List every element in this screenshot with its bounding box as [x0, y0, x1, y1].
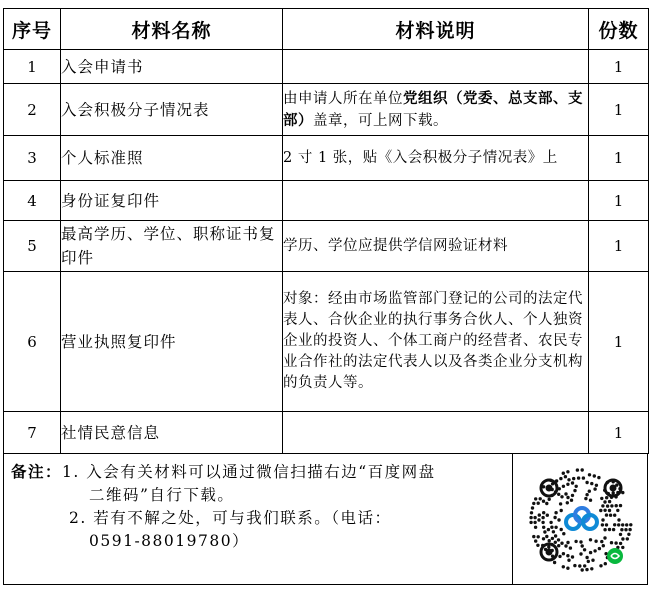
row-number: 3 [4, 136, 61, 181]
materials-table [3, 8, 649, 454]
qr-module [614, 541, 617, 544]
qr-module [617, 523, 620, 526]
qr-module [552, 530, 555, 533]
qr-module [560, 495, 563, 498]
qr-module [553, 561, 556, 564]
qr-module [599, 509, 602, 512]
qr-module [566, 541, 569, 544]
qr-module [558, 555, 561, 558]
qr-module [557, 518, 560, 521]
qr-module [600, 497, 603, 500]
qr-module [533, 516, 536, 519]
qr-module [589, 538, 592, 541]
header-no: 序号 [4, 9, 61, 50]
qr-module [613, 514, 616, 517]
qr-module [543, 530, 546, 533]
qr-module [557, 493, 560, 496]
qr-module [571, 494, 574, 497]
qr-module [553, 516, 556, 519]
qr-module [562, 485, 565, 488]
wechat-mini-program-icon [607, 548, 623, 564]
qr-module [601, 518, 604, 521]
qr-module [564, 492, 567, 495]
qr-module [584, 497, 587, 500]
qr-module [593, 549, 596, 552]
qr-module [542, 500, 545, 503]
qr-module [541, 516, 544, 519]
qr-module [585, 481, 588, 484]
qr-module [604, 562, 607, 565]
materials-sheet [3, 8, 648, 586]
qr-module [569, 546, 572, 549]
qr-module [534, 539, 537, 542]
qr-module [591, 559, 594, 562]
row-number: 4 [4, 181, 61, 221]
qr-module [573, 489, 576, 492]
notes-text [11, 460, 511, 553]
qr-module [546, 514, 549, 517]
notes-label: 备注： [11, 462, 63, 481]
qr-module [559, 502, 562, 505]
qr-module [589, 499, 592, 502]
qr-module [577, 476, 580, 479]
qr-module [609, 514, 612, 517]
qr-module [554, 541, 557, 544]
qr-module [579, 540, 582, 543]
row-number: 6 [4, 272, 61, 412]
qr-module [554, 526, 557, 529]
qr-module [567, 478, 570, 481]
qr-module [550, 526, 553, 529]
qr-module [564, 544, 567, 547]
material-count: 1 [589, 84, 649, 136]
qr-module [529, 516, 532, 519]
qr-module [593, 474, 596, 477]
qr-module [542, 526, 545, 529]
qr-module [600, 540, 603, 543]
material-count: 1 [589, 412, 649, 454]
desc-part: 由申请人所在单位 [283, 90, 403, 107]
qr-module [578, 564, 581, 567]
qr-module [588, 490, 591, 493]
qr-module [605, 513, 608, 516]
qr-module [570, 499, 573, 502]
table-row [4, 221, 649, 272]
qr-module [628, 528, 631, 531]
qr-module [557, 538, 560, 541]
qr-module [621, 546, 624, 549]
qr-module [549, 521, 552, 524]
qr-module [585, 493, 588, 496]
row-number: 5 [4, 221, 61, 272]
qr-module [566, 554, 569, 557]
qr-module [612, 491, 615, 494]
qr-module [603, 536, 606, 539]
qr-module [562, 472, 565, 475]
qr-module [601, 523, 604, 526]
header-name: 材料名称 [61, 9, 283, 50]
qr-module [572, 477, 575, 480]
desc-part: 盖章，可上网下载。 [313, 112, 448, 129]
table-header-row [4, 9, 649, 50]
qr-module [560, 542, 563, 545]
qr-module [548, 498, 551, 501]
qr-module [582, 476, 585, 479]
table-row [4, 272, 649, 412]
material-name: 社情民意信息 [61, 412, 283, 454]
qr-module [533, 521, 536, 524]
qr-module [530, 511, 533, 514]
qr-module [545, 535, 548, 538]
note-line: 二维码”自行下载。 [89, 486, 235, 504]
qr-module [585, 556, 588, 559]
qr-module [602, 544, 605, 547]
row-number: 1 [4, 50, 61, 84]
qr-module [608, 509, 611, 512]
qr-module [608, 500, 611, 503]
qr-module [601, 504, 604, 507]
qr-module [595, 484, 598, 487]
qr-module [557, 544, 560, 547]
qr-module [619, 504, 622, 507]
note-line [11, 460, 511, 484]
qr-module [566, 567, 569, 570]
qr-module [562, 552, 565, 555]
material-count: 1 [589, 136, 649, 181]
qr-module [589, 551, 592, 554]
material-name: 营业执照复印件 [61, 272, 283, 412]
material-desc [283, 84, 589, 136]
phone-number: 0591-88019780） [89, 532, 250, 550]
qr-module [571, 481, 574, 484]
qr-module [560, 509, 563, 512]
material-name: 个人标准照 [61, 136, 283, 181]
qr-finder-center [546, 485, 553, 492]
material-desc [283, 50, 589, 84]
qr-module [559, 477, 562, 480]
qr-module [625, 523, 628, 526]
qr-module [532, 502, 535, 505]
qr-code-cell [512, 454, 648, 584]
table-row [4, 50, 649, 84]
qr-module [566, 470, 569, 473]
qr-module [547, 528, 550, 531]
qr-module [562, 532, 565, 535]
qr-module [545, 502, 548, 505]
material-name: 最高学历、学位、职称证书复印件 [61, 221, 283, 272]
qr-module [597, 476, 600, 479]
notes-section [3, 454, 648, 585]
qr-module [620, 528, 623, 531]
qr-module [615, 504, 618, 507]
note-item-2: 2. 若有不解之处，可与我们联系。（电话： [69, 509, 392, 527]
table-row [4, 181, 649, 221]
qr-module [536, 544, 539, 547]
qr-finder-center [610, 485, 617, 492]
table-row [4, 136, 649, 181]
qr-module [594, 540, 597, 543]
qr-module [593, 487, 596, 490]
desc-emphasis: 党组织（党委、总支部、支部） [283, 89, 583, 129]
qr-module [598, 547, 601, 550]
qr-module [608, 528, 611, 531]
material-desc: 2 寸 1 张，贴《入会积极分子情况表》上 [283, 136, 589, 181]
qr-module [548, 539, 551, 542]
qr-module [539, 497, 542, 500]
qr-module [531, 506, 534, 509]
qr-module [610, 504, 613, 507]
qr-module [566, 496, 569, 499]
qr-module [603, 500, 606, 503]
qr-module [627, 533, 630, 536]
qr-module [617, 518, 620, 521]
qr-module [541, 521, 544, 524]
qr-module [605, 523, 608, 526]
qr-module [532, 535, 535, 538]
qr-module [616, 509, 619, 512]
qr-module [576, 468, 579, 471]
baidu-netdisk-qr-code[interactable] [527, 464, 635, 576]
qr-module [554, 534, 557, 537]
qr-module [529, 521, 532, 524]
qr-module [534, 497, 537, 500]
qr-module [534, 526, 537, 529]
qr-module [537, 535, 540, 538]
qr-module [590, 567, 593, 570]
qr-module [612, 528, 615, 531]
material-name: 入会积极分子情况表 [61, 84, 283, 136]
material-name: 身份证复印件 [61, 181, 283, 221]
table-row [4, 84, 649, 136]
table-row [4, 412, 649, 454]
qr-module [575, 485, 578, 488]
qr-module [621, 523, 624, 526]
qr-module [626, 537, 629, 540]
qr-module [583, 564, 586, 567]
header-desc: 材料说明 [283, 9, 589, 50]
qr-module [585, 568, 588, 571]
qr-module [573, 564, 576, 567]
qr-module [583, 548, 586, 551]
qr-module [564, 475, 567, 478]
header-count: 份数 [589, 9, 649, 50]
material-count: 1 [589, 50, 649, 84]
material-count: 1 [589, 221, 649, 272]
qr-module [560, 528, 563, 531]
qr-module [542, 511, 545, 514]
material-desc: 对象：经由市场监管部门登记的公司的法定代表人、合伙企业的执行事务合伙人、个人独资企业的投资人、个体工商户的经营者、农民专业合作社的法定代表人以及各类企业分支机构的负责人等。 [283, 272, 589, 412]
qr-module [537, 518, 540, 521]
material-name: 入会申请书 [61, 50, 283, 84]
material-desc [283, 412, 589, 454]
qr-module [619, 542, 622, 545]
qr-module [579, 552, 582, 555]
qr-module [624, 528, 627, 531]
qr-module [629, 523, 632, 526]
material-desc [283, 181, 589, 221]
qr-module [574, 540, 577, 543]
qr-module [587, 560, 590, 563]
material-count: 1 [589, 181, 649, 221]
material-count: 1 [589, 272, 649, 412]
qr-module [567, 559, 570, 562]
qr-module [603, 509, 606, 512]
note-item-1: 1. 入会有关材料可以通过微信扫描右边“百度网盘 [62, 463, 436, 481]
qr-module [590, 482, 593, 485]
qr-module [606, 504, 609, 507]
qr-module [566, 483, 569, 486]
qr-module [610, 541, 613, 544]
qr-module [581, 468, 584, 471]
qr-module [621, 537, 624, 540]
qr-module [599, 564, 602, 567]
qr-module [613, 523, 616, 526]
qr-module [603, 528, 606, 531]
qr-module [588, 473, 591, 476]
qr-module [581, 568, 584, 571]
qr-module [538, 513, 541, 516]
qr-module [551, 537, 554, 540]
qr-module [562, 565, 565, 568]
qr-module [554, 511, 557, 514]
material-desc: 学历、学位应提供学信网验证材料 [283, 221, 589, 272]
qr-module [547, 545, 550, 548]
qr-module [619, 533, 622, 536]
qr-finder-center [546, 549, 553, 556]
qr-module [566, 501, 569, 504]
qr-module [605, 496, 608, 499]
qr-module [571, 555, 574, 558]
row-number: 7 [4, 412, 61, 454]
qr-module [537, 502, 540, 505]
qr-module [542, 537, 545, 540]
row-number: 2 [4, 84, 61, 136]
qr-module [581, 544, 584, 547]
